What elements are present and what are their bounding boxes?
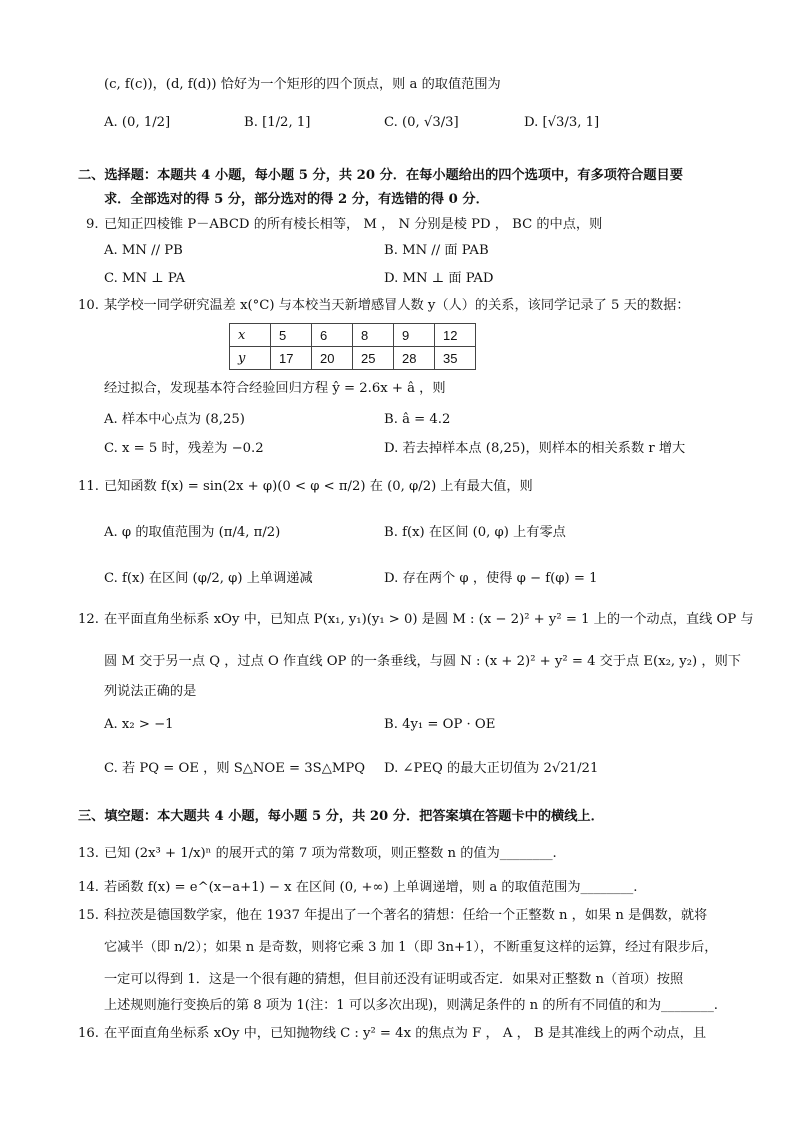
q10-option-b: B. â = 4.2 [384,412,451,427]
q14-text: 若函数 f(x) = e^(x−a+1) − x 在区间 (0, +∞) 上单调递增，则 a 的取值范围为________. [104,880,638,895]
table-cell: 12 [435,324,476,347]
q10-data-table [229,323,476,370]
table-header-x: x [230,324,271,347]
q9-number: 9. [86,217,99,232]
q11-option-c: C. f(x) 在区间 (φ/2, φ) 上单调递减 [104,571,313,586]
table-cell: 35 [435,347,476,370]
table-cell: 20 [312,347,353,370]
q12-option-d: D. ∠PEQ 的最大正切值为 2√21/21 [384,761,599,776]
q12-option-b: B. 4y₁ = OP · OE [384,717,496,732]
table-cell: 5 [271,324,312,347]
q10-fit-text: 经过拟合，发现基本符合经验回归方程 ŷ = 2.6x + â ，则 [104,381,446,396]
q8-stem-tail: (c, f(c))，(d, f(d)) 恰好为一个矩形的四个顶点，则 a 的取值范围为 [104,77,501,92]
table-cell: 28 [394,347,435,370]
q8-option-c: C. (0, √3/3] [384,115,459,130]
q13-text: 已知 (2x³ + 1/x)ⁿ 的展开式的第 7 项为常数项，则正整数 n 的值为________. [104,846,557,861]
q10-number: 10. [78,298,99,313]
q15-line-2: 它减半（即 n/2）；如果 n 是奇数，则将它乘 3 加 1（即 3n+1），不断重复这样的运算，经过有限步后， [104,940,718,955]
q9-option-c: C. MN ⊥ PA [104,271,186,286]
q11-number: 11. [78,479,99,494]
q9-stem: 已知正四棱锥 P－ABCD 的所有棱长相等， M ， N 分别是棱 PD ， BC 的中点，则 [104,217,603,232]
q9-option-a: A. MN // PB [104,243,183,258]
table-cell: 9 [394,324,435,347]
q8-option-d: D. [√3/3, 1] [524,115,600,130]
q15-number: 15. [78,908,99,923]
q8-option-b: B. [1/2, 1] [244,115,311,130]
q8-option-a: A. (0, 1/2] [104,115,171,130]
table-row-y [230,347,476,370]
q12-line-3: 列说法正确的是 [104,684,197,699]
q10-option-d: D. 若去掉样本点 (8,25)，则样本的相关系数 r 增大 [384,441,686,456]
q15-line-1: 科拉茨是德国数学家，他在 1937 年提出了一个著名的猜想：任给一个正整数 n ，如果 n 是偶数，就将 [104,908,708,923]
q15-line-4: 上述规则施行变换后的第 8 项为 1(注：1 可以多次出现)，则满足条件的 n 的所有不同值的和为________. [104,998,718,1013]
table-header-y: y [230,347,271,370]
table-cell: 6 [312,324,353,347]
q16-number: 16. [78,1026,99,1041]
q12-option-c: C. 若 PQ = OE ，则 S△NOE = 3S△MPQ [104,761,366,776]
table-cell: 17 [271,347,312,370]
q12-line-2: 圆 M 交于另一点 Q ，过点 O 作直线 OP 的一条垂线，与圆 N : (x + 2)² + y² = 4 交于点 E(x₂, y₂) ，则下 [104,654,741,669]
q15-line-3: 一定可以得到 1．这是一个很有趣的猜想，但目前还没有证明或否定．如果对正整数 n（首项）按照 [104,972,684,987]
q12-number: 12. [78,612,99,627]
table-cell: 8 [353,324,394,347]
q12-line-1: 在平面直角坐标系 xOy 中，已知点 P(x₁, y₁)(y₁ > 0) 是圆 M : (x − 2)² + y² = 1 上的一个动点，直线 OP 与 [104,612,754,627]
q9-option-b: B. MN // 面 PAB [384,243,489,258]
q16-text: 在平面直角坐标系 xOy 中，已知抛物线 C : y² = 4x 的焦点为 F ， A ， B 是其准线上的两个动点，且 [104,1026,707,1041]
table-row-x [230,324,476,347]
section2-heading-cont: 求．全部选对的得 5 分，部分选对的得 2 分，有选错的得 0 分． [104,192,489,207]
q13-number: 13. [78,846,99,861]
q11-stem: 已知函数 f(x) = sin(2x + φ)(0 < φ < π/2) 在 (0, φ/2) 上有最大值，则 [104,479,533,494]
section3-heading: 三、填空题：本大题共 4 小题，每小题 5 分，共 20 分．把答案填在答题卡中的横线上． [78,809,604,824]
q11-option-b: B. f(x) 在区间 (0, φ) 上有零点 [384,525,566,540]
q9-option-d: D. MN ⊥ 面 PAD [384,271,494,286]
table-cell: 25 [353,347,394,370]
q10-option-c: C. x = 5 时，残差为 −0.2 [104,441,264,456]
q11-option-a: A. φ 的取值范围为 (π/4, π/2) [104,525,281,540]
q12-option-a: A. x₂ > −1 [104,717,174,732]
section2-heading: 二、选择题：本题共 4 小题，每小题 5 分，共 20 分．在每小题给出的四个选项中，有多项符合题目要 [78,168,683,183]
q10-stem: 某学校一同学研究温差 x(°C) 与本校当天新增感冒人数 y（人）的关系，该同学记录了 5 天的数据： [104,298,690,313]
q10-option-a: A. 样本中心点为 (8,25) [104,412,245,427]
q11-option-d: D. 存在两个 φ ，使得 φ − f(φ) = 1 [384,571,598,586]
q14-number: 14. [78,880,99,895]
